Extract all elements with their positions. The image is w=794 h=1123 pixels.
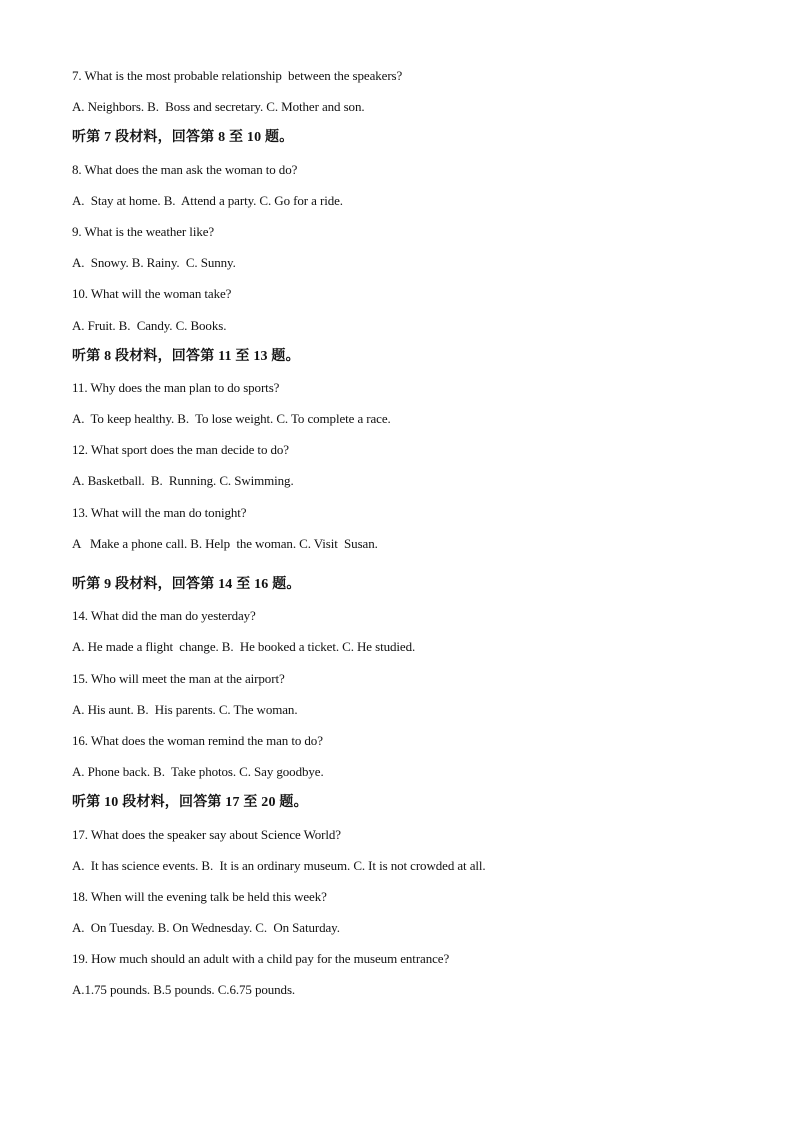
options-14: A. He made a flight change. B. He booked a ticket. C. He studied. [72, 639, 416, 655]
spacer [72, 565, 732, 575]
question-16: 16. What does the woman remind the man to do? [72, 732, 323, 748]
options-9: A. Snowy. B. Rainy. C. Sunny. [72, 255, 236, 271]
question-17: 17. What does the speaker say about Science World? [72, 826, 341, 842]
question-15: 15. Who will meet the man at the airport? [72, 670, 285, 686]
section-heading-9: 听第 9 段材料，回答第 14 至 16 题。 [72, 577, 301, 592]
options-19: A.1.75 pounds. B.5 pounds. C.6.75 pounds. [72, 982, 296, 998]
section-heading-7: 听第 7 段材料，回答第 8 至 10 题。 [72, 130, 294, 146]
question-12: 12. What sport does the man decide to do? [72, 442, 289, 458]
options-15: A. His aunt. B. His parents. C. The woman. [72, 701, 298, 717]
options-8: A. Stay at home. B. Attend a party. C. Go for a ride. [72, 192, 343, 208]
question-13: 13. What will the man do tonight? [72, 504, 247, 520]
section-heading-8: 听第 8 段材料，回答第 11 至 13 题。 [72, 348, 300, 364]
section-heading-10: 听第 10 段材料，回答第 17 至 20 题。 [72, 795, 308, 811]
options-13: A Make a phone call. B. Help the woman. C. Visit Susan. [72, 535, 378, 551]
question-11: 11. Why does the man plan to do sports? [72, 379, 280, 395]
document-body [72, 66, 732, 1012]
options-12: A. Basketball. B. Running. C. Swimming. [72, 473, 294, 489]
question-8: 8. What does the man ask the woman to do? [72, 161, 298, 177]
question-9: 9. What is the weather like? [72, 223, 215, 239]
question-10: 10. What will the woman take? [72, 286, 232, 302]
question-19: 19. How much should an adult with a child pay for the museum entrance? [72, 951, 450, 967]
question-14: 14. What did the man do yesterday? [72, 608, 256, 624]
options-18: A. On Tuesday. B. On Wednesday. C. On Saturday. [72, 920, 340, 936]
options-10: A. Fruit. B. Candy. C. Books. [72, 317, 227, 333]
options-11: A. To keep healthy. B. To lose weight. C. To complete a race. [72, 411, 391, 427]
options-16: A. Phone back. B. Take photos. C. Say goodbye. [72, 764, 324, 780]
question-18: 18. When will the evening talk be held this week? [72, 888, 327, 904]
options-17: A. It has science events. B. It is an ordinary museum. C. It is not crowded at all. [72, 857, 486, 873]
options-7: A. Neighbors. B. Boss and secretary. C. Mother and son. [72, 99, 365, 115]
question-7: 7. What is the most probable relationship between the speakers? [72, 68, 403, 83]
